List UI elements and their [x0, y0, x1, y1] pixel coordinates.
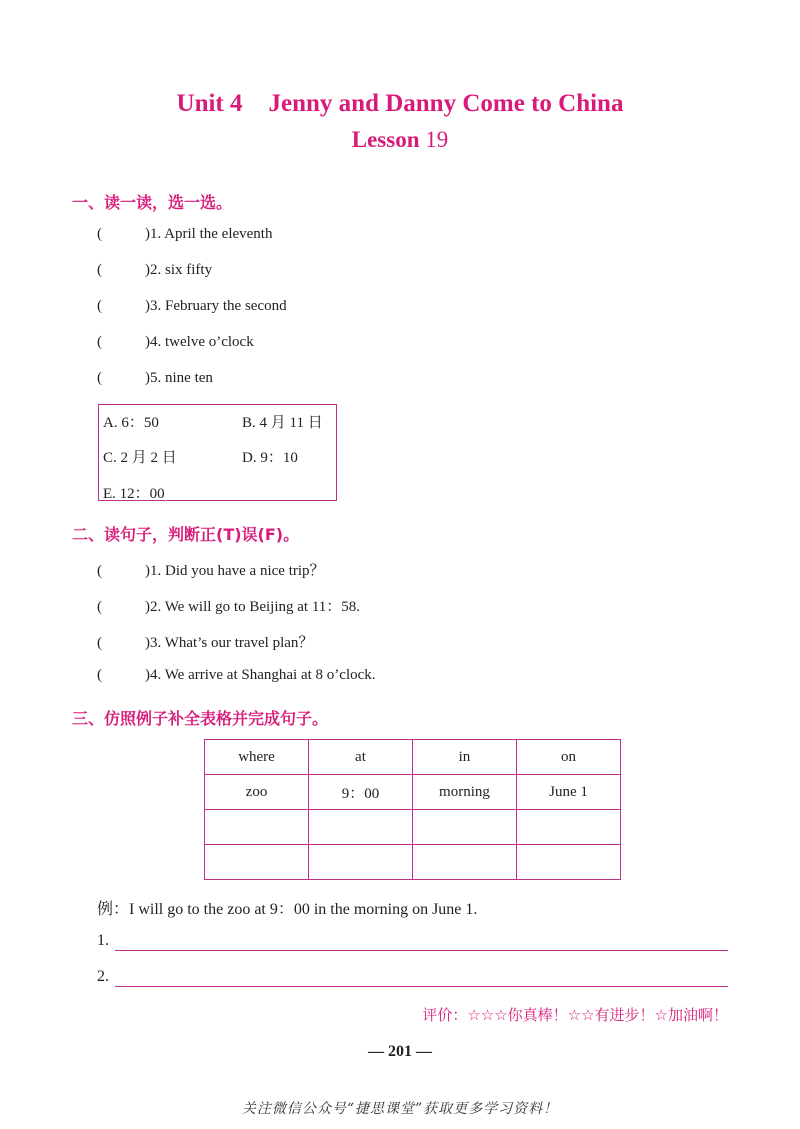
- table-cell-blank[interactable]: [517, 810, 621, 845]
- table-row[interactable]: [205, 845, 621, 880]
- line-label-2: 2.: [97, 968, 109, 985]
- item-text: )4. We arrive at Shanghai at 8 o’clock.: [145, 667, 376, 683]
- footer-note: 关注微信公众号“捷思课堂”获取更多学习资料！: [241, 1101, 559, 1117]
- table-cell-blank[interactable]: [517, 845, 621, 880]
- table-row[interactable]: [205, 810, 621, 845]
- table-cell-blank[interactable]: [309, 845, 413, 880]
- answer-blank: (: [97, 226, 102, 242]
- item-text: )4. twelve o’clock: [145, 334, 254, 350]
- part2-item-1[interactable]: [97, 559, 325, 580]
- option-e: E. 12：00: [103, 486, 165, 502]
- answer-blank: (: [97, 298, 102, 314]
- part1-heading: 一、读一读，选一选。: [72, 193, 233, 212]
- item-text: )5. nine ten: [145, 370, 213, 386]
- part1-item-5[interactable]: [97, 370, 213, 387]
- table-cell-blank[interactable]: [412, 845, 516, 880]
- answer-blank: (: [97, 563, 102, 579]
- table-cell-blank[interactable]: [205, 845, 309, 880]
- table-header-row: [205, 740, 621, 775]
- table-cell: zoo: [205, 775, 309, 810]
- table-cell-blank[interactable]: [412, 810, 516, 845]
- answer-line-2[interactable]: [115, 986, 728, 987]
- answer-blank: (: [97, 599, 102, 615]
- part2-item-2[interactable]: [97, 595, 360, 616]
- page-number: — 201 —: [368, 1043, 432, 1060]
- part2-item-3[interactable]: [97, 631, 313, 652]
- answer-blank: (: [97, 667, 102, 683]
- table-cell: morning: [412, 775, 516, 810]
- lesson-title: [0, 127, 800, 153]
- line-label-1: 1.: [97, 932, 109, 949]
- part1-item-3[interactable]: [97, 298, 287, 315]
- item-text: )3. February the second: [145, 298, 287, 314]
- option-b: B. 4 月 11 日: [242, 415, 323, 431]
- part1-item-2[interactable]: [97, 262, 212, 279]
- table-header-cell: in: [412, 740, 516, 775]
- part1-item-4[interactable]: [97, 334, 254, 351]
- option-a: A. 6：50: [103, 415, 159, 431]
- unit-title: [0, 90, 800, 118]
- item-text: )2. six fifty: [145, 262, 213, 278]
- part1-item-1[interactable]: [97, 226, 272, 243]
- answer-blank: (: [97, 262, 102, 278]
- options-box: [98, 404, 337, 501]
- item-text: )1. April the eleventh: [145, 226, 273, 242]
- part2-heading: 二、读句子，判断正(T)误(F)。: [72, 525, 300, 544]
- table-header-cell: on: [517, 740, 621, 775]
- item-text: )3. What’s our travel plan？: [145, 635, 314, 651]
- table-header-cell: at: [309, 740, 413, 775]
- unit-label: Unit 4: [176, 90, 243, 117]
- option-d: D. 9：10: [242, 450, 298, 466]
- table-header-cell: where: [205, 740, 309, 775]
- table-row: [205, 775, 621, 810]
- lesson-number: 19: [425, 127, 449, 152]
- answer-blank: (: [97, 334, 102, 350]
- answer-blank: (: [97, 370, 102, 386]
- table-cell-blank[interactable]: [309, 810, 413, 845]
- unit-name: Jenny and Danny Come to China: [268, 90, 624, 117]
- item-text: )1. Did you have a nice trip？: [145, 563, 325, 579]
- part2-item-4[interactable]: [97, 667, 376, 684]
- item-text: )2. We will go to Beijing at 11：58.: [145, 599, 361, 615]
- table-cell-blank[interactable]: [205, 810, 309, 845]
- example-sentence: 例：I will go to the zoo at 9：00 in the morning on June 1.: [97, 901, 478, 918]
- rating-text: 评价：☆☆☆你真棒！☆☆有进步！☆加油啊！: [422, 1006, 728, 1024]
- table-cell: June 1: [517, 775, 621, 810]
- fill-table: [204, 739, 621, 880]
- part3-heading: 三、仿照例子补全表格并完成句子。: [72, 709, 329, 728]
- lesson-label: Lesson: [351, 127, 420, 152]
- option-c: C. 2 月 2 日: [103, 450, 177, 466]
- table-cell: 9：00: [309, 775, 413, 810]
- answer-blank: (: [97, 635, 102, 651]
- answer-line-1[interactable]: [115, 950, 728, 951]
